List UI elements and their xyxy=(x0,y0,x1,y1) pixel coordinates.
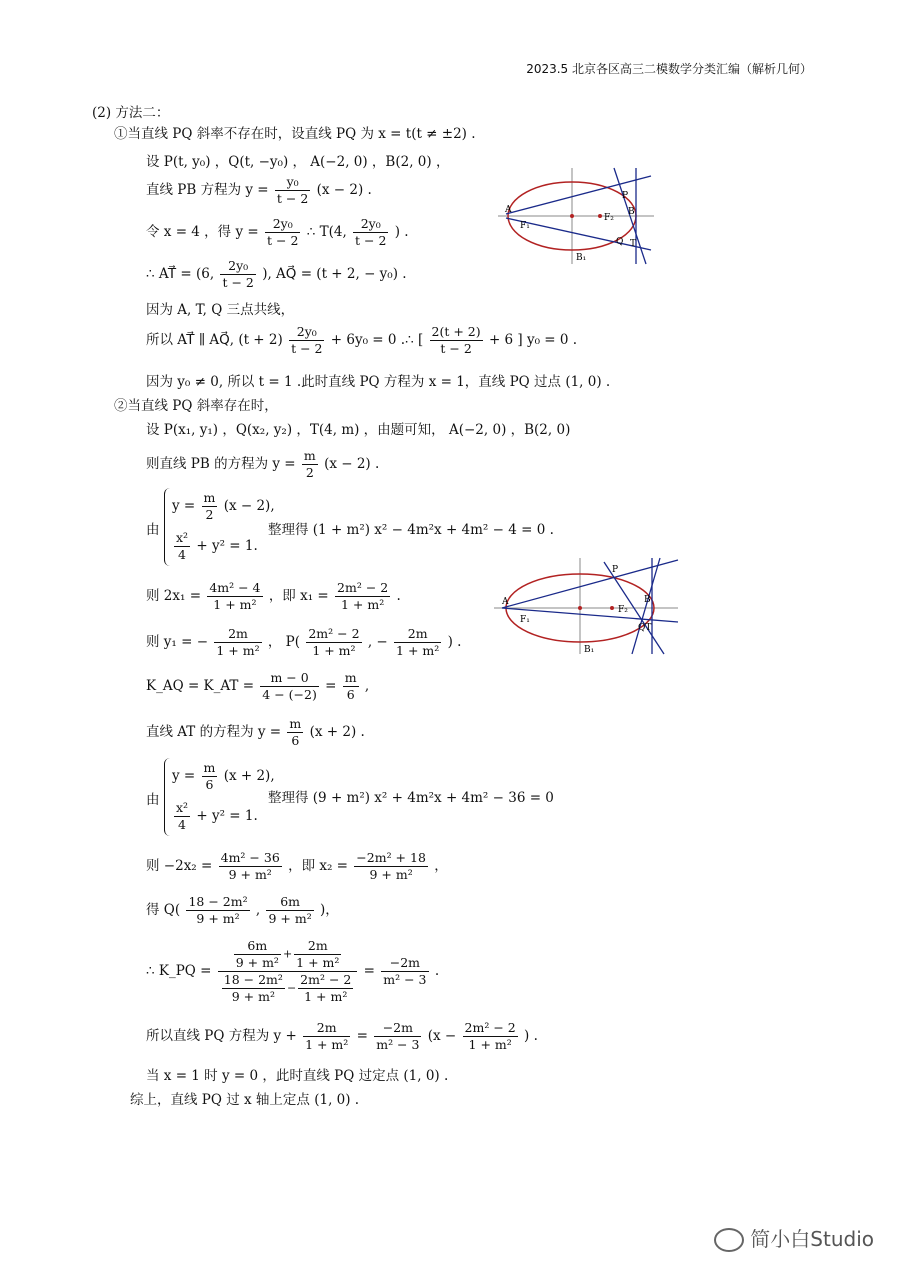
label-b1: B₁ xyxy=(576,253,587,263)
slope-eq: K_AQ = K_AT = $\frac{m - 0}{4 - (-2)}$ = $\frac{m}{6}$ , xyxy=(146,670,370,702)
text-line: 由 xyxy=(146,792,160,808)
label-f1: F₁ xyxy=(520,221,530,231)
system-eq-2: $\frac{\text{x²}}{4}$ + y² = 1. xyxy=(176,530,258,562)
text-line: 设 P(x₁, y₁) ，Q(x₂, y₂) ，T(4, m) ，由题可知， A(−2, 0) ，B(2, 0) xyxy=(146,422,571,438)
text-line: 设 P(t, y₀) ，Q(t, −y₀) ， A(−2, 0) ，B(2, 0) ， xyxy=(146,154,450,170)
label-f2: F₂ xyxy=(604,213,614,223)
case-2-heading: ②当直线 PQ 斜率存在时， xyxy=(114,398,278,414)
fraction: $\frac{\text{y₀}}{t - 2}$ xyxy=(276,174,309,206)
center-point xyxy=(570,214,574,218)
label-qt: QT xyxy=(638,623,652,633)
system-eq-3: y = $\frac{m}{6}$ (x + 2), xyxy=(172,760,275,792)
focus-f2 xyxy=(598,214,602,218)
focus-f2 xyxy=(610,606,614,610)
ellipse-figure-2 xyxy=(492,556,680,656)
collinear-eq: 所以 AT⃗ ∥ AQ⃗, (t + 2) $\frac{\text{2y₀}}{t - 2}$ + 6y₀ = 0 .∴ [ $\frac{2(t + 2)}{t - 2}$ + 6 ] y₀ = 0 . xyxy=(146,324,578,356)
text-line: 整理得 (9 + m²) x² + 4m²x + 4m² − 36 = 0 xyxy=(268,790,554,806)
watermark: 简小白Studio xyxy=(714,1223,874,1253)
q-point-eq: 得 Q( $\frac{\text{18 − 2m²}}{\text{9 + m²}}$ , $\frac{6m}{\text{9 + m²}}$ )， xyxy=(146,894,339,926)
label-f1: F₁ xyxy=(520,615,530,625)
label-b: B xyxy=(628,207,635,217)
let-x4-eq: 令 x = 4 ，得 y = $\frac{\text{2y₀}}{t - 2}$ ∴ T(4, $\frac{\text{2y₀}}{t - 2}$ ) . xyxy=(146,216,409,248)
label-a: A xyxy=(505,205,512,215)
wechat-icon xyxy=(714,1228,744,1252)
label-a: A xyxy=(502,597,509,607)
ellipse-figure-1 xyxy=(496,166,656,266)
line-pq xyxy=(632,558,660,654)
text-line: 因为 y₀ ≠ 0, 所以 t = 1 .此时直线 PQ 方程为 x = 1，直线 PQ 过点 (1, 0) . xyxy=(146,374,611,390)
label-q: Q xyxy=(616,237,624,247)
label-f2: F₂ xyxy=(618,605,628,615)
x1-eq: 则 2x₁ = $\frac{\text{4m² − 4}}{\text{1 + m²}}$ ，即 x₁ = $\frac{\text{2m² − 2}}{\text{1 + m²}}$ . xyxy=(146,580,401,612)
at-line-eq: 直线 AT 的方程为 y = $\frac{m}{6}$ (x + 2) . xyxy=(146,716,365,748)
text-line: 由 xyxy=(146,522,160,538)
text-line: 当 x = 1 时 y = 0 ，此时直线 PQ 过定点 (1, 0) . xyxy=(146,1068,449,1084)
label-t: T xyxy=(630,239,637,249)
y1-eq: 则 y₁ = − $\frac{2m}{\text{1 + m²}}$ ， P( $\frac{\text{2m² − 2}}{\text{1 + m²}}$ , − $\frac{2m}{\text{1 + m²}}$ ) . xyxy=(146,626,462,658)
conclusion: 综上，直线 PQ 过 x 轴上定点 (1, 0) . xyxy=(130,1092,360,1108)
label-b1: B₁ xyxy=(584,645,595,655)
text-line: 因为 A, T, Q 三点共线， xyxy=(146,302,295,318)
kpq-eq: ∴ K_PQ = $\frac{6m}{\text{9 + m²}}$ + $\frac{2m}{\text{1 + m²}}$ $\frac{\text{18 − 2m²}}{\text{9 + m²}}$ − $\frac{\text{2m² − 2}}{\text{1 + m²}}$ = $\frac{-2m}{\text{m² − 3}}$ . xyxy=(146,938,440,1004)
pq-line-eq: 所以直线 PQ 方程为 y + $\frac{2m}{\text{1 + m²}}$ = $\frac{-2m}{\text{m² − 3}}$ (x − $\frac{\text{2m² − 2}}{\text{1 + m²}}$ ) . xyxy=(146,1020,538,1052)
part-label: (2) 方法二： xyxy=(92,105,170,121)
page-header: 2023.5 北京各区高三二模数学分类汇编（解析几何） xyxy=(526,62,812,76)
label-p: P xyxy=(622,191,629,201)
x2-eq: 则 −2x₂ = $\frac{\text{4m² − 36}}{\text{9 + m²}}$ ，即 x₂ = $\frac{\text{−2m² + 18}}{\text{9 + m²}}$ ， xyxy=(146,850,448,882)
center-point xyxy=(578,606,582,610)
text-line: 整理得 (1 + m²) x² − 4m²x + 4m² − 4 = 0 . xyxy=(268,522,554,538)
pb-line-eq-2: 则直线 PB 的方程为 y = $\frac{m}{2}$ (x − 2) . xyxy=(146,448,380,480)
pb-line-eq: 直线 PB 方程为 y = $\frac{\text{y₀}}{t - 2}$ (x − 2) . xyxy=(146,174,372,206)
label-p: P xyxy=(612,565,619,575)
system-eq-1: y = $\frac{m}{2}$ (x − 2), xyxy=(172,490,275,522)
system-eq-4: $\frac{\text{x²}}{4}$ + y² = 1. xyxy=(176,800,258,832)
vector-eq: ∴ AT⃗ = (6, $\frac{\text{2y₀}}{t - 2}$ ), AQ⃗ = (t + 2, − y₀) . xyxy=(146,258,407,290)
case-1-heading: ①当直线 PQ 斜率不存在时，设直线 PQ 为 x = t(t ≠ ±2) . xyxy=(114,126,476,142)
label-b: B xyxy=(644,595,651,605)
